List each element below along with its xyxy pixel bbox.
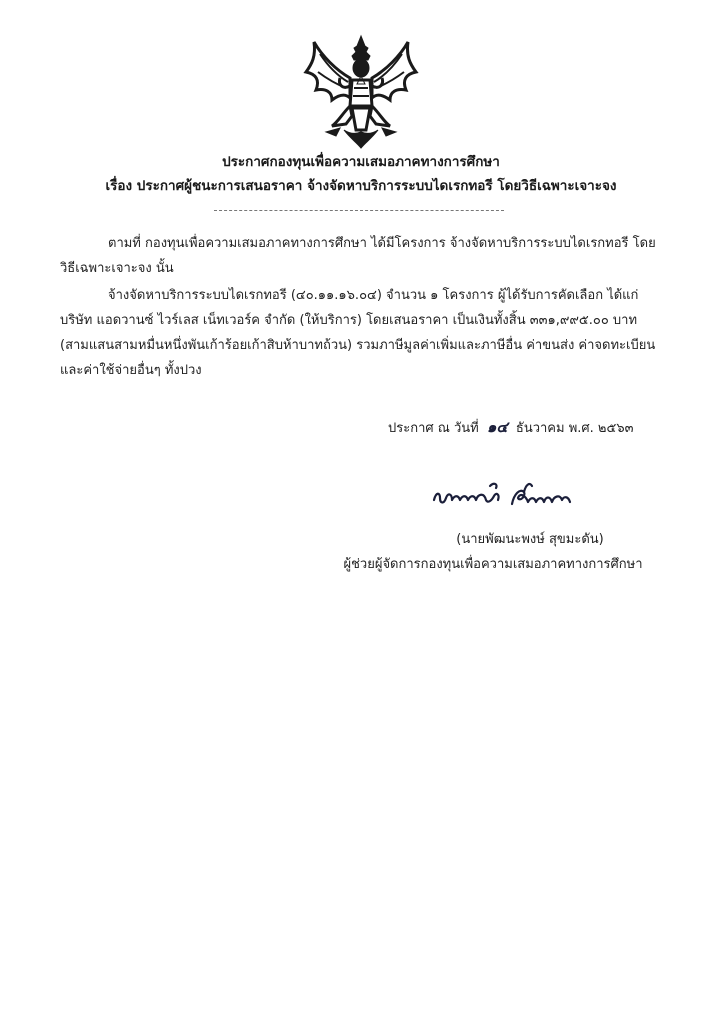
garuda-emblem-icon: [302, 34, 420, 150]
signatory-name: (นายพัฒนะพงษ์ สุขมะดัน): [456, 532, 604, 547]
paragraph-award-text: จ้างจัดหาบริการระบบไดเรกทอรี (๔๐.๑๑.๑๖.๐๔) จำนวน ๑ โครงการ ผู้ได้รับการคัดเลือก ได้แก่ บริษัท แอดวานซ์ ไวร์เลส เน็ทเวอร์ค จำกัด (ให้บริการ) โดยเสนอราคา เป็นเงินทั้งสิ้น ๓๓๑,๙๙๕.๐๐ บาท (สามแสนสามหมื่นหนึ่งพันเก้าร้อยเก้าสิบห้าบาทถ้วน) รวมภาษีมูลค่าเพิ่มและภาษีอื่น ค่าขนส่ง ค่าจดทะเบียน และค่าใช้จ่ายอื่นๆ ทั้งปวง: [60, 288, 656, 378]
paragraph-intro-text: ตามที่ กองทุนเพื่อความเสมอภาคทางการศึกษา ได้มีโครงการ จ้างจัดหาบริการระบบไดเรกทอรี โดยวิธีเฉพาะเจาะจง นั้น: [60, 236, 656, 276]
handwritten-signature: [428, 474, 588, 514]
dashed-divider: [214, 210, 504, 211]
document-title: ประกาศกองทุนเพื่อความเสมอภาคทางการศึกษา: [222, 154, 500, 170]
paragraph-award: [60, 283, 664, 383]
paragraph-intro: [60, 231, 664, 281]
announcement-month-year: ธันวาคม พ.ศ. ๒๕๖๓: [515, 421, 634, 436]
announcement-date: [388, 415, 633, 439]
announcement-prefix: ประกาศ ณ วันที่: [388, 421, 479, 436]
announcement-day: ๑๔: [486, 418, 508, 436]
document-subject: เรื่อง ประกาศผู้ชนะการเสนอราคา จ้างจัดหาบริการระบบไดเรกทอรี โดยวิธีเฉพาะเจาะจง: [105, 178, 617, 194]
signatory-position: ผู้ช่วยผู้จัดการกองทุนเพื่อความเสมอภาคทางการศึกษา: [343, 557, 643, 572]
